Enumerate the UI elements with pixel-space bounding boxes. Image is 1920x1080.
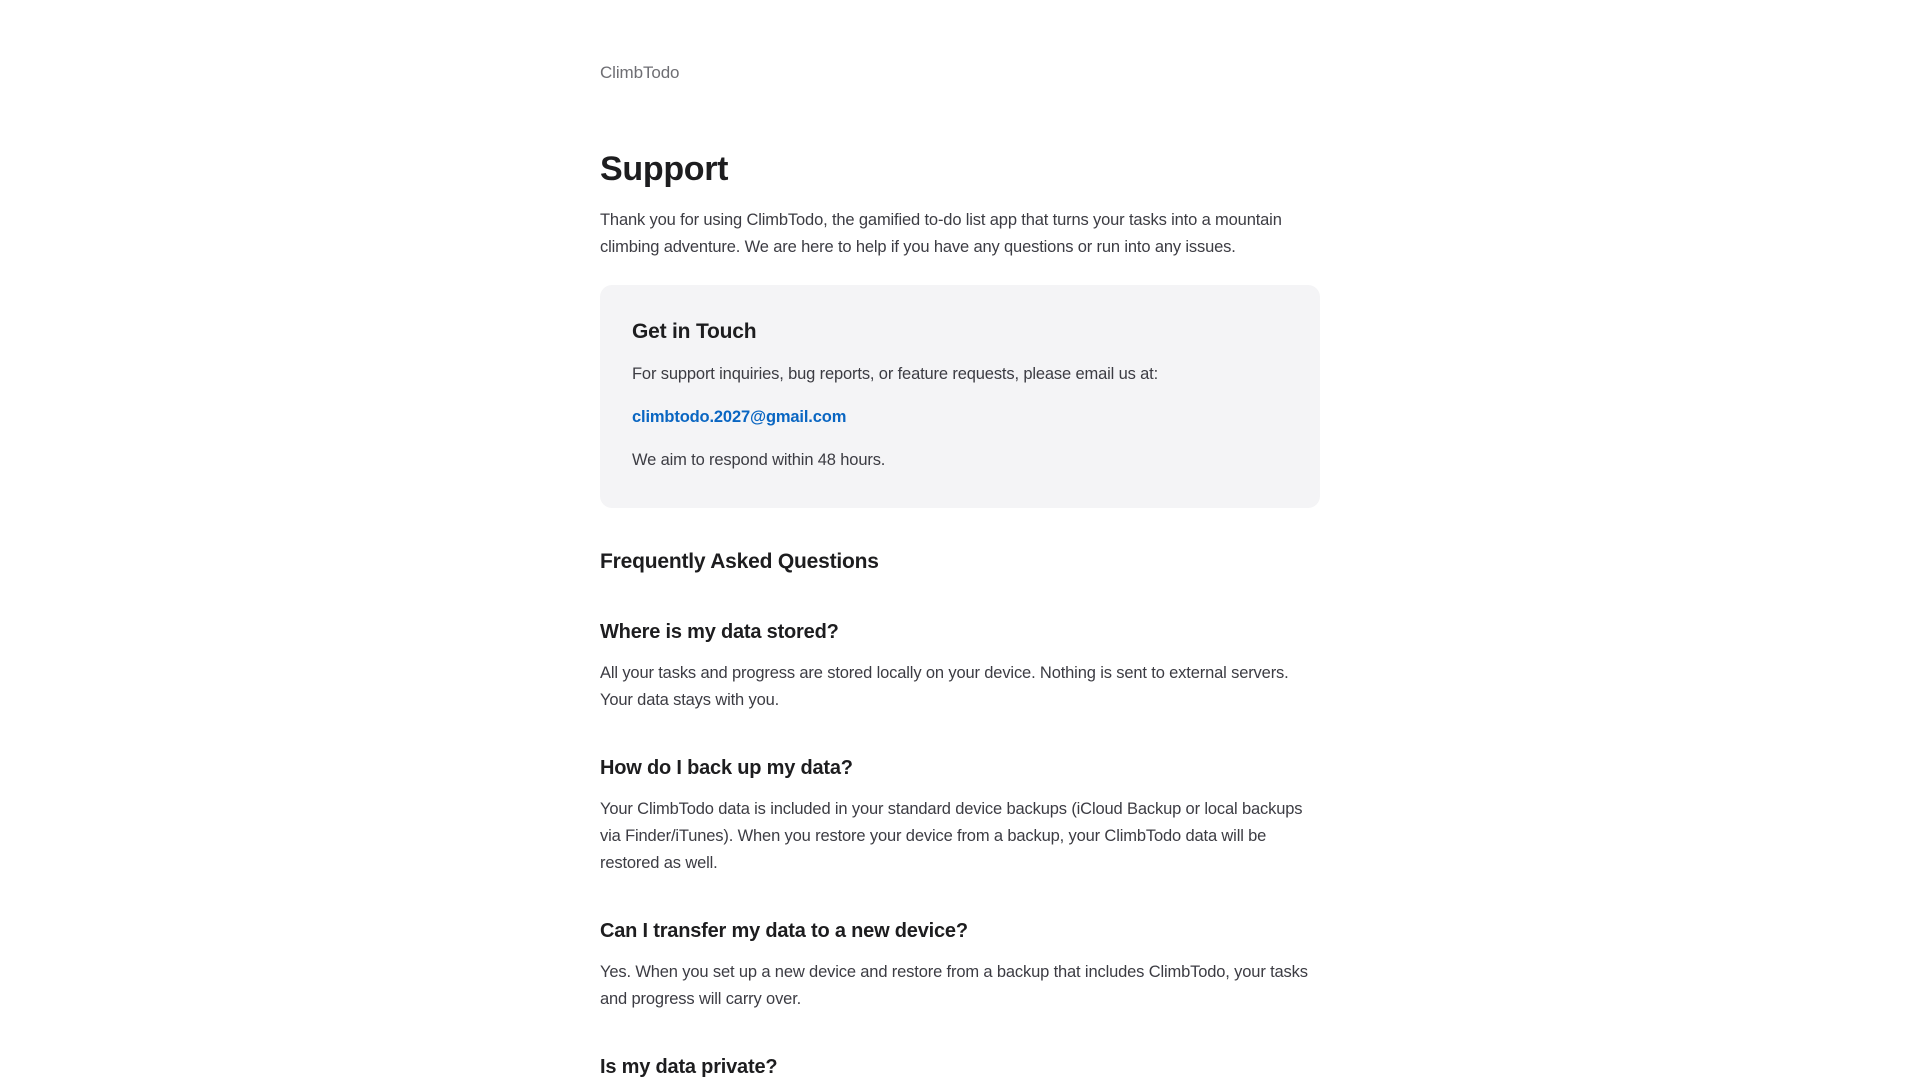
response-time-text: We aim to respond within 48 hours. [632, 451, 886, 469]
faq-item [600, 618, 1320, 714]
contact-card [600, 285, 1320, 508]
page-title: Support [600, 150, 729, 188]
faq-item [600, 1053, 1320, 1080]
faq-item [600, 754, 1320, 877]
faq-item [600, 917, 1320, 1013]
faq-question: Where is my data stored? [600, 621, 839, 643]
faq-answer: Yes. When you set up a new device and restore from a backup that includes ClimbTodo, your tasks and progress will carry over. [600, 963, 1308, 1008]
faq-heading: Frequently Asked Questions [600, 550, 879, 573]
faq-question: Can I transfer my data to a new device? [600, 920, 968, 942]
contact-description: For support inquiries, bug reports, or feature requests, please email us at: [632, 365, 1159, 383]
faq-answer: All your tasks and progress are stored locally on your device. Nothing is sent to external servers. Your data stays with you. [600, 664, 1289, 709]
intro-text: Thank you for using ClimbTodo, the gamified to-do list app that turns your tasks into a mountain climbing adventure. We are here to help if you have any questions or run into any issues. [600, 211, 1282, 256]
contact-heading: Get in Touch [632, 320, 757, 343]
faq-question: Is my data private? [600, 1056, 778, 1078]
support-email-link[interactable]: climbtodo.2027@gmail.com [632, 408, 847, 426]
support-page [600, 0, 1320, 1080]
faq-answer: Your ClimbTodo data is included in your standard device backups (iCloud Backup or local backups via Finder/iTunes). When you restore your device from a backup, your ClimbTodo data will be restored as well. [600, 800, 1303, 872]
brand-link[interactable]: ClimbTodo [600, 63, 680, 82]
faq-question: How do I back up my data? [600, 757, 853, 779]
